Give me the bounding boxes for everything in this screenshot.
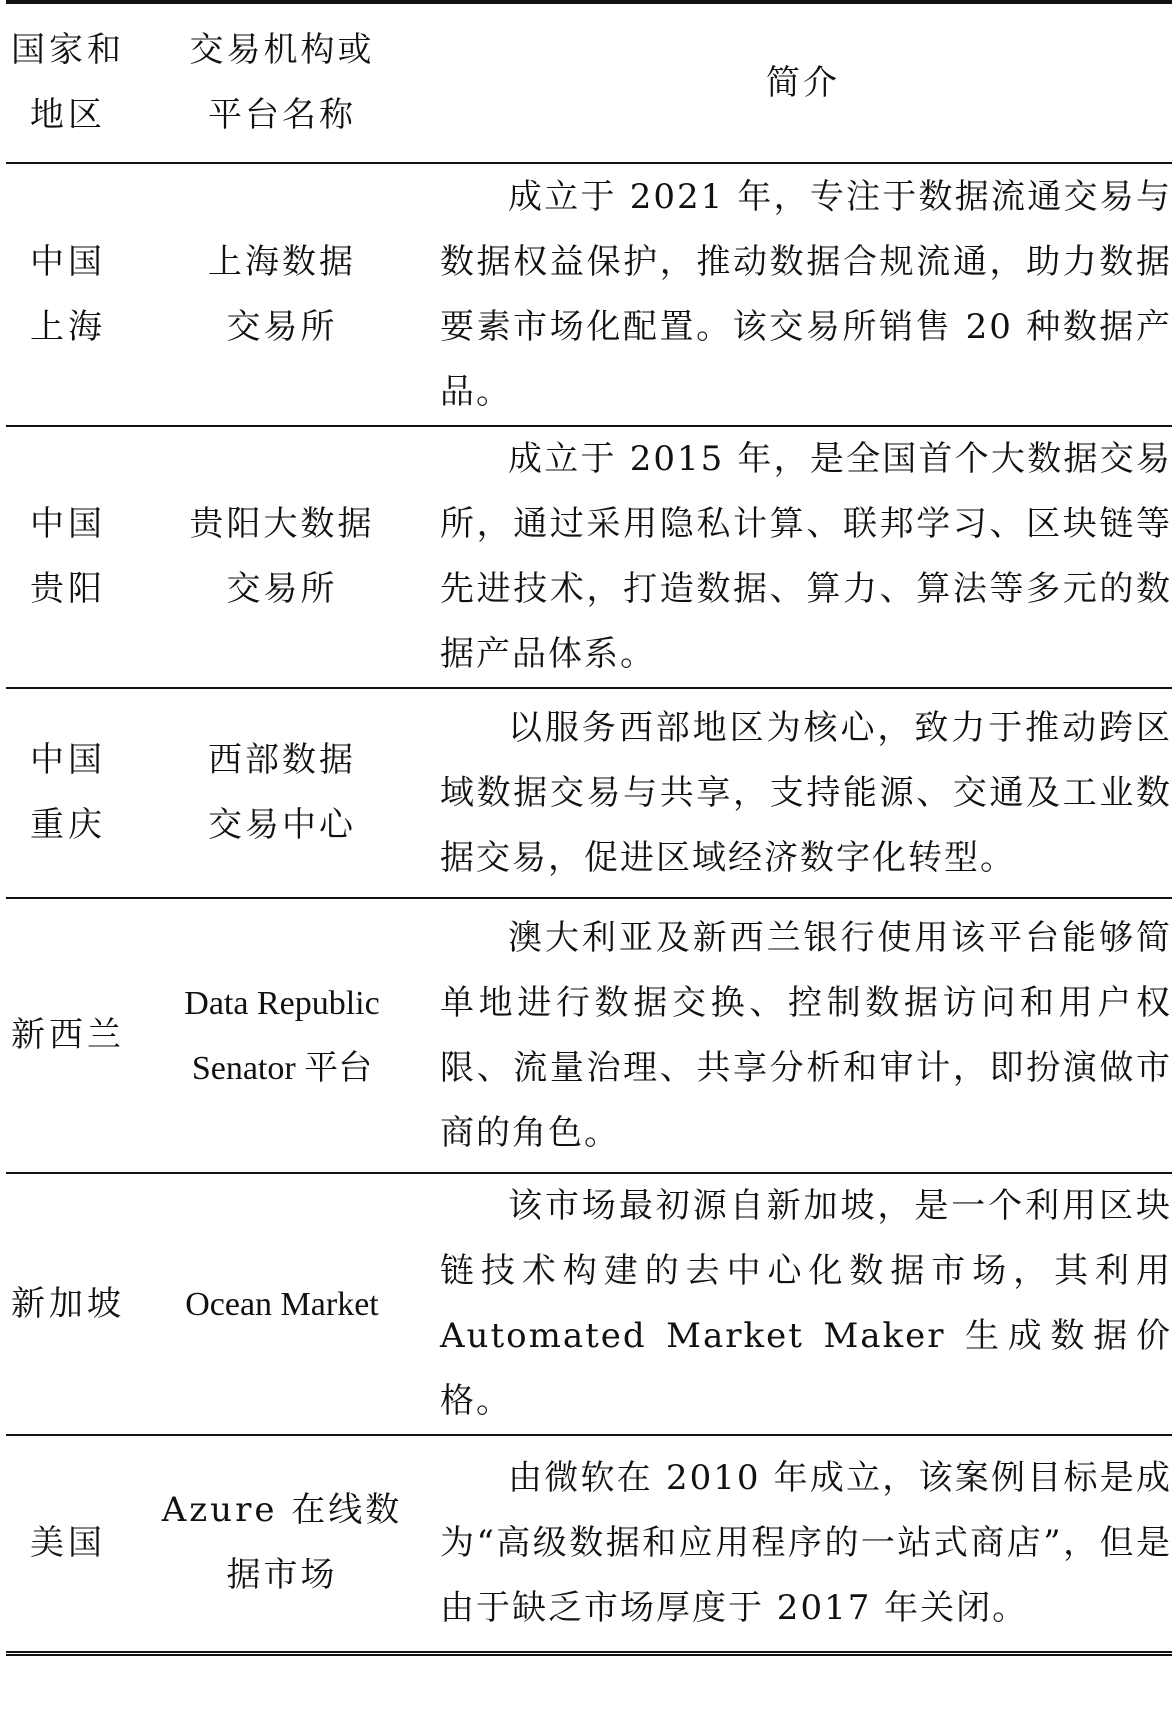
name-line2: Senator 平台 xyxy=(191,1049,373,1087)
country-line2: 贵阳 xyxy=(30,569,106,609)
cell-country xyxy=(6,688,130,898)
name-line2: 交易中心 xyxy=(208,805,356,845)
name-line1: 上海数据 xyxy=(208,241,356,282)
header-name xyxy=(130,2,434,163)
header-country-line1: 国家和 xyxy=(11,30,125,70)
cell-description: 澳大利亚及新西兰银行使用该平台能够简单地进行数据交换、控制数据访问和用户权限、流量治理、共享分析和审计，即扮演做市商的角色。 xyxy=(434,898,1172,1173)
header-name-line1: 交易机构或 xyxy=(189,30,375,70)
cell-country xyxy=(6,426,130,688)
header-name-line2: 平台名称 xyxy=(208,95,356,135)
country-line1: 中国 xyxy=(30,504,106,544)
name-line2: 交易所 xyxy=(226,569,338,609)
header-desc xyxy=(434,2,1172,163)
country-line1: 中国 xyxy=(30,241,106,282)
name-line2: 据市场 xyxy=(226,1555,338,1596)
name-line1: Azure 在线数 xyxy=(161,1490,403,1531)
header-country xyxy=(6,2,130,163)
table-row xyxy=(6,1173,1172,1435)
name-line2: 交易所 xyxy=(226,306,338,347)
table-header-row xyxy=(6,2,1172,163)
cell-name xyxy=(130,1435,434,1653)
cell-name xyxy=(130,898,434,1173)
header-country-line2: 地区 xyxy=(30,95,106,135)
header-desc-label: 简介 xyxy=(766,62,840,103)
name-line1: 西部数据 xyxy=(208,740,356,780)
cell-name: Ocean Market xyxy=(130,1173,434,1435)
cell-country: 美国 xyxy=(6,1435,130,1653)
table-row xyxy=(6,688,1172,898)
cell-description: 以服务西部地区为核心，致力于推动跨区域数据交易与共享，支持能源、交通及工业数据交易，促进区域经济数字化转型。 xyxy=(434,688,1172,898)
cell-name xyxy=(130,688,434,898)
table-row xyxy=(6,898,1172,1173)
table-row xyxy=(6,1435,1172,1653)
name-line1: 贵阳大数据 xyxy=(189,504,375,544)
cell-country: 新加坡 xyxy=(6,1173,130,1435)
table-row xyxy=(6,163,1172,426)
name-line1: Data Republic xyxy=(184,984,380,1022)
country-line2: 重庆 xyxy=(30,805,106,845)
cell-description: 成立于 2021 年，专注于数据流通交易与数据权益保护，推动数据合规流通，助力数据要素市场化配置。该交易所销售 20 种数据产品。 xyxy=(434,163,1172,426)
cell-description: 成立于 2015 年，是全国首个大数据交易所，通过采用隐私计算、联邦学习、区块链等先进技术，打造数据、算力、算法等多元的数据产品体系。 xyxy=(434,426,1172,688)
country-line2: 上海 xyxy=(30,306,106,347)
cell-description: 由微软在 2010 年成立，该案例目标是成为“高级数据和应用程序的一站式商店”，但是由于缺乏市场厚度于 2017 年关闭。 xyxy=(434,1435,1172,1653)
cell-name xyxy=(130,163,434,426)
data-exchange-table xyxy=(6,0,1172,1656)
cell-description: 该市场最初源自新加坡，是一个利用区块链技术构建的去中心化数据市场，其利用 Automated Market Maker 生成数据价格。 xyxy=(434,1173,1172,1435)
cell-country: 新西兰 xyxy=(6,898,130,1173)
cell-country xyxy=(6,163,130,426)
table-row xyxy=(6,426,1172,688)
cell-name xyxy=(130,426,434,688)
country-line1: 中国 xyxy=(30,740,106,780)
